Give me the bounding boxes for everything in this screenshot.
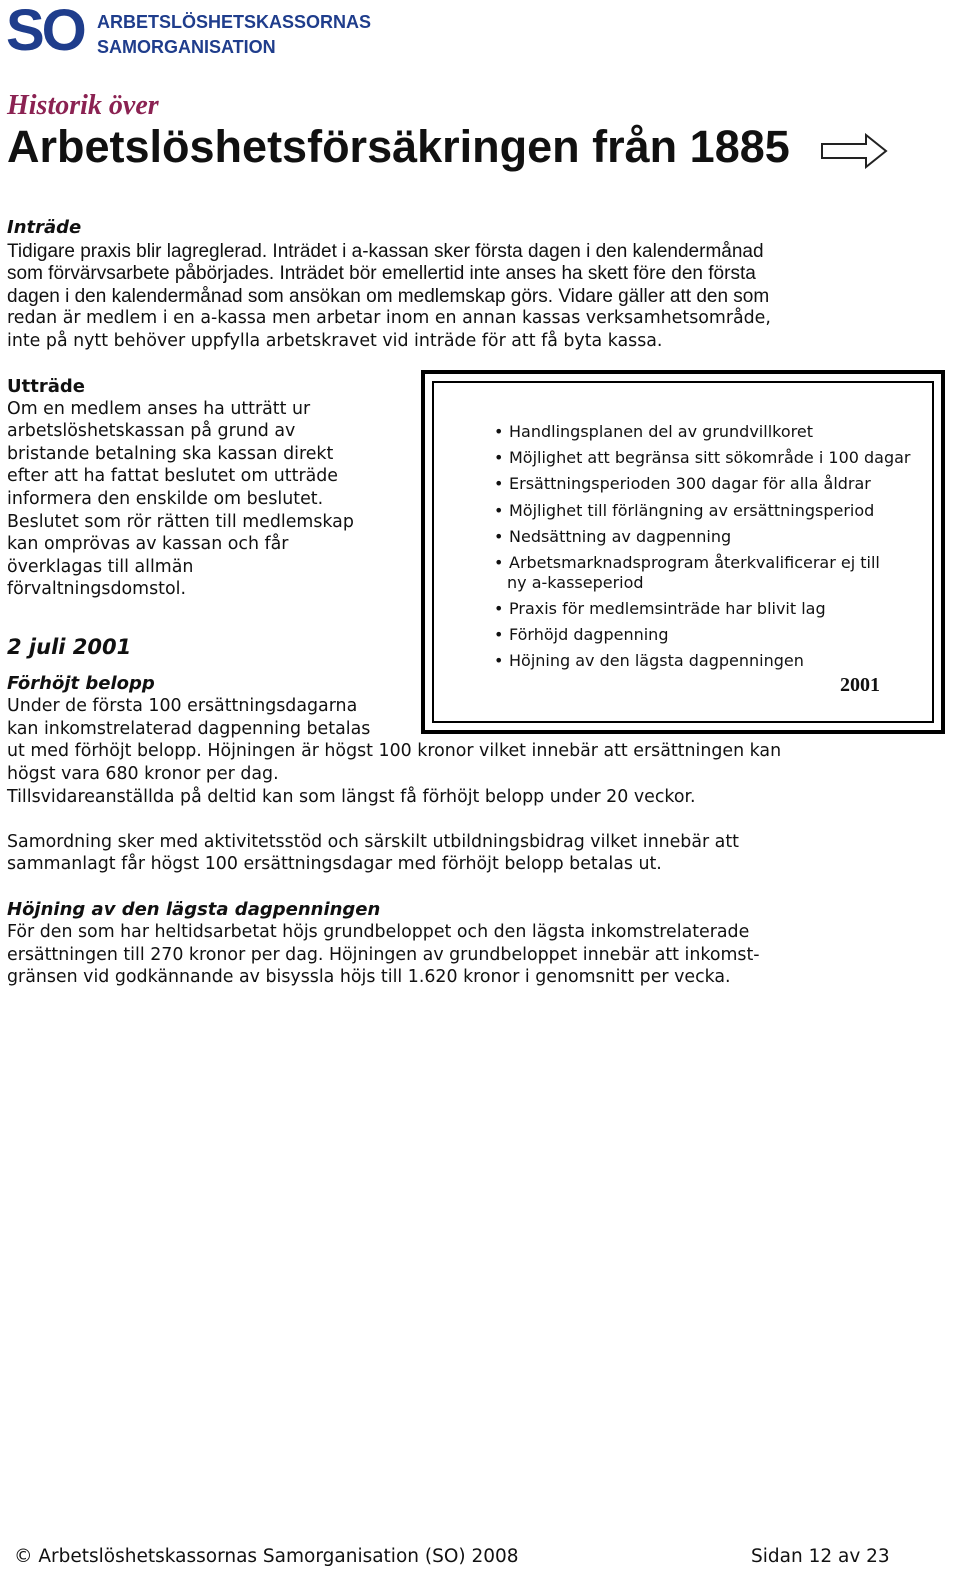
bullet-icon: • <box>494 526 504 546</box>
bullet-icon: • <box>494 553 504 573</box>
bullet-icon: • <box>494 651 504 671</box>
intrade-line-2: som förvärvsarbete påbörjades. Inträdet bör emellertid inte anses ha skett före den första <box>7 263 756 284</box>
list-item <box>494 445 911 471</box>
list-item-text: Nedsättning av dagpenning <box>509 526 732 546</box>
list-item <box>494 550 911 593</box>
forhojt-line-3: ut med förhöjt belopp. Höjningen är högst 100 kronor vilket innebär att ersättningen kan <box>7 741 782 761</box>
section-heading-intrade: Inträde <box>7 217 82 238</box>
bullet-icon: • <box>494 625 504 645</box>
uttrade-line: efter att ha fattat beslutet om utträde <box>7 466 338 486</box>
samordning-line-2: sammanlagt får högst 100 ersättningsdagar med förhöjt belopp betalas ut. <box>7 854 662 874</box>
list-item <box>494 471 911 497</box>
list-item <box>494 648 911 674</box>
hojning-line-1: För den som har heltidsarbetat höjs grundbeloppet och den lägsta inkomstrelaterade <box>7 922 750 942</box>
list-item-text: Ersättningsperioden 300 dagar för alla åldrar <box>509 474 871 494</box>
section-heading-forhojt-belopp: Förhöjt belopp <box>7 673 155 694</box>
hojning-line-3: gränsen vid godkännande av bisyssla höjs till 1.620 kronor i genomsnitt per vecka. <box>7 967 731 987</box>
intrade-line-4: redan är medlem i en a-kassa men arbetar inom en annan kassas verksamhetsområde, <box>7 308 771 328</box>
page-kicker: Historik över <box>7 90 159 121</box>
org-name-line1: ARBETSLÖSHETSKASSORNAS <box>97 12 372 32</box>
forhojt-line-5: Tillsvidareanställda på deltid kan som längst få förhöjt belopp under 20 veckor. <box>7 787 696 807</box>
uttrade-line: arbetslöshetskassan på grund av <box>7 421 296 441</box>
bullet-icon: • <box>494 599 504 619</box>
uttrade-line: Om en medlem anses ha utträtt ur <box>7 399 311 419</box>
intrade-line-3: dagen i den kalendermånad som ansökan om medlemskap görs. Vidare gäller att den som <box>7 286 770 307</box>
forhojt-line-4: högst vara 680 kronor per dag. <box>7 764 279 784</box>
intrade-line-5: inte på nytt behöver uppfylla arbetskravet vid inträde för att få byta kassa. <box>7 331 663 351</box>
list-item-continuation: ny a-kasseperiod <box>507 573 644 593</box>
bullet-icon: • <box>494 474 504 494</box>
org-name-line2: SAMORGANISATION <box>97 37 276 57</box>
list-item <box>494 622 911 648</box>
uttrade-line: Beslutet som rör rätten till medlemskap <box>7 512 354 532</box>
list-item <box>494 524 911 550</box>
summary-bullet-list <box>494 419 911 675</box>
forhojt-line-2: kan inkomstrelaterad dagpenning betalas <box>7 719 371 739</box>
bullet-icon: • <box>494 422 504 441</box>
box-year-label: 2001 <box>840 674 880 696</box>
list-item <box>494 498 911 524</box>
right-arrow-icon <box>820 133 888 169</box>
list-item <box>494 419 911 445</box>
uttrade-line: överklagas till allmän <box>7 557 194 577</box>
page-title: Arbetslöshetsförsäkringen från 1885 <box>7 121 790 172</box>
footer-page-number: Sidan 12 av 23 <box>751 1546 890 1567</box>
date-heading: 2 juli 2001 <box>7 635 132 659</box>
forhojt-line-1: Under de första 100 ersättningsdagarna <box>7 696 358 716</box>
samordning-line-1: Samordning sker med aktivitetsstöd och särskilt utbildningsbidrag vilket innebär att <box>7 832 739 852</box>
summary-box-inner-frame <box>432 381 934 723</box>
uttrade-line: bristande betalning ska kassan direkt <box>7 444 334 464</box>
footer-copyright: © Arbetslöshetskassornas Samorganisation (SO) 2008 <box>14 1546 519 1567</box>
list-item-text: Handlingsplanen del av grundvillkoret <box>509 422 813 441</box>
bullet-icon: • <box>494 500 504 520</box>
list-item-text: Möjlighet att begränsa sitt sökområde i 100 dagar <box>509 448 911 468</box>
uttrade-line: informera den enskilde om beslutet. <box>7 489 324 509</box>
list-item-text: Arbetsmarknadsprogram återkvalificerar ej till <box>509 553 880 573</box>
hojning-line-2: ersättningen till 270 kronor per dag. Höjningen av grundbeloppet innebär att inkomst- <box>7 945 760 965</box>
bullet-icon: • <box>494 448 504 468</box>
summary-box <box>421 370 945 734</box>
intrade-line-1: Tidigare praxis blir lagreglerad. Inträdet i a-kassan sker första dagen i den kalendermånad <box>7 241 764 262</box>
so-logo: SO <box>6 0 84 63</box>
section-heading-hojning: Höjning av den lägsta dagpenningen <box>7 899 381 920</box>
list-item <box>494 596 911 622</box>
uttrade-line: kan omprövas av kassan och får <box>7 534 289 554</box>
list-item-text: Möjlighet till förlängning av ersättningsperiod <box>509 500 875 520</box>
list-item-text: Förhöjd dagpenning <box>509 625 669 645</box>
list-item-text: Höjning av den lägsta dagpenningen <box>509 651 804 671</box>
uttrade-line: förvaltningsdomstol. <box>7 579 186 599</box>
section-heading-uttrade: Utträde <box>7 376 85 397</box>
list-item-text: Praxis för medlemsinträde har blivit lag <box>509 599 826 619</box>
